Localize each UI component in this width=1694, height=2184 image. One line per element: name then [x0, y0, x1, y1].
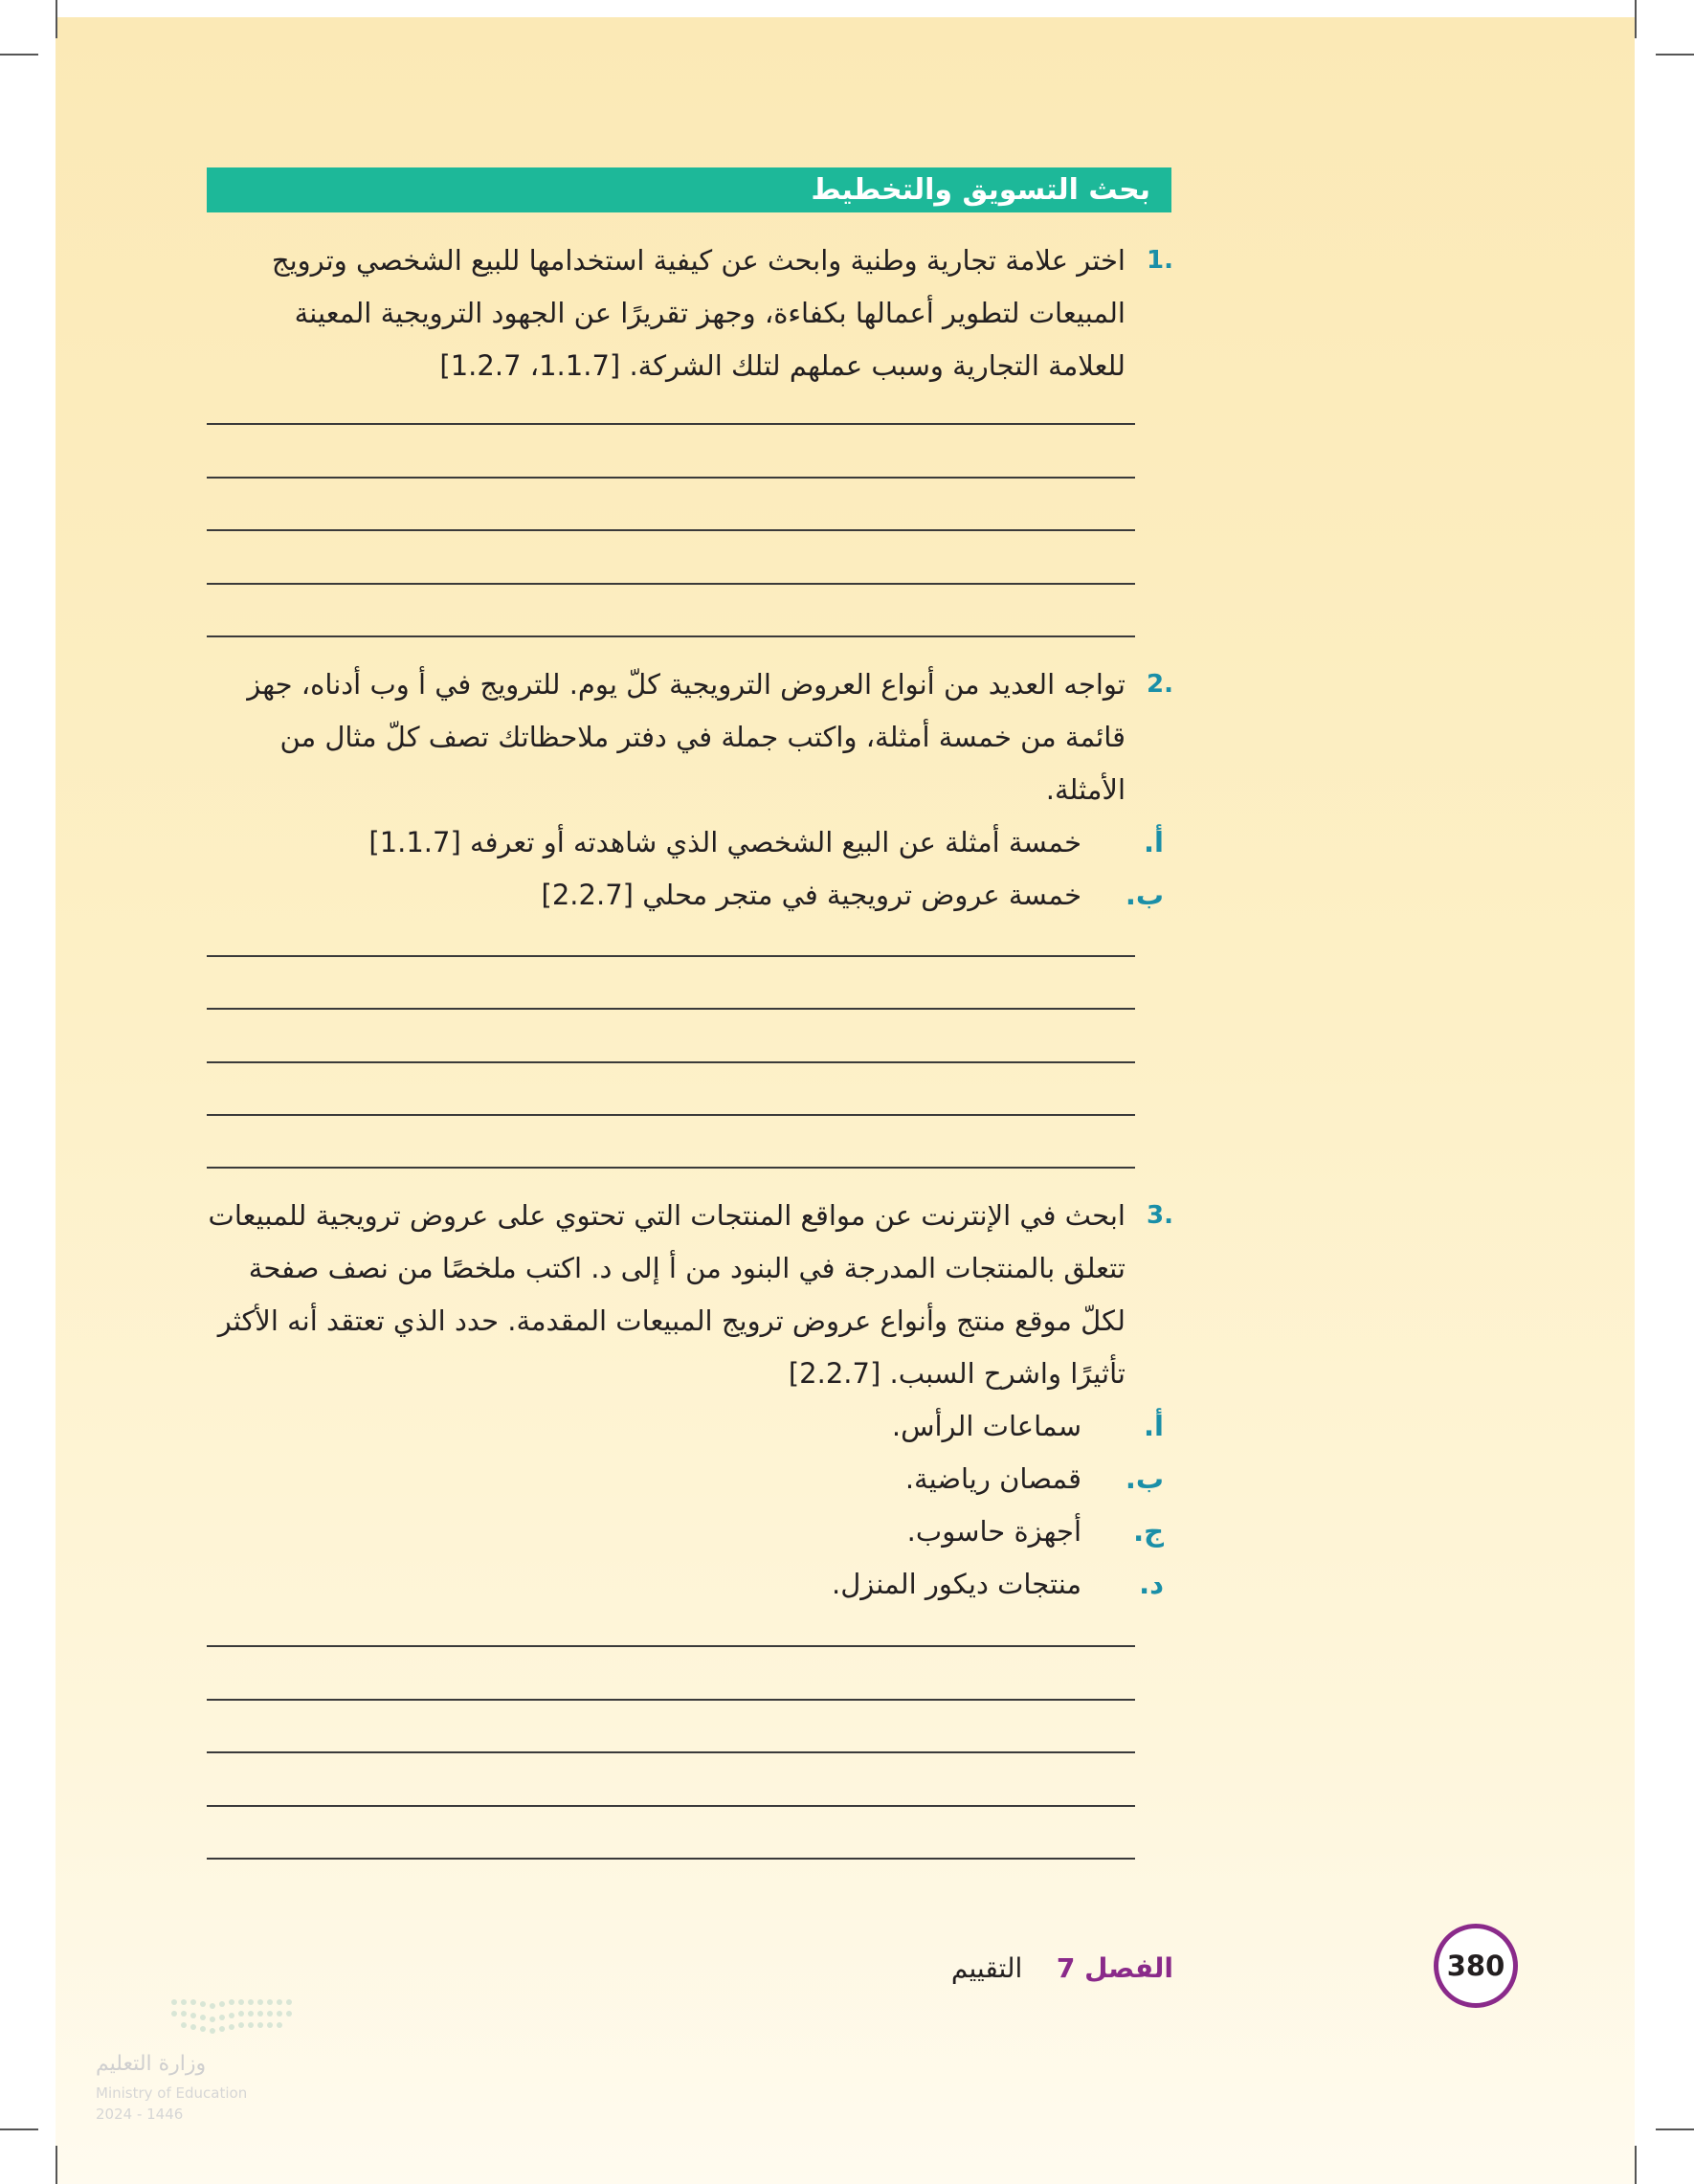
question-3 [207, 1190, 1173, 1611]
answer-line[interactable] [207, 477, 1135, 479]
item-text: منتجات ديكور المنزل. [831, 1568, 1081, 1600]
crop-mark [0, 2128, 38, 2130]
logo-subtitle: Ministry of Education [96, 2084, 248, 2102]
logo-name: وزارة التعليم [96, 2052, 207, 2076]
crop-mark [1635, 0, 1637, 38]
question-2-text [207, 658, 1173, 816]
item-text: خمسة عروض ترويجية في متجر محلي [2.2.7] [541, 879, 1081, 911]
answer-line[interactable] [207, 1061, 1135, 1063]
answer-line[interactable] [207, 1008, 1135, 1010]
text-line: لكلّ موقع منتج وأنواع عروض ترويج المبيعات المقدمة. حدد الذي تعتقد أنه الأكثر [217, 1304, 1126, 1337]
logo-dots-icon [96, 1991, 316, 2048]
item-letter: ب. [1125, 1462, 1164, 1495]
answer-line[interactable] [207, 1751, 1135, 1753]
item-text: خمسة أمثلة عن البيع الشخصي الذي شاهدته أو تعرفه [1.1.7] [368, 826, 1081, 858]
crop-mark [1656, 54, 1694, 56]
text-line: قائمة من خمسة أمثلة، واكتب جملة في دفتر ملاحظاتك تصف كلّ مثال من [279, 721, 1126, 753]
question-number: .3 [1147, 1201, 1173, 1230]
crop-mark [56, 0, 57, 38]
crop-mark [56, 2146, 57, 2184]
text-line: المبيعات لتطوير أعمالها بكفاءة، وجهز تقريرًا عن الجهود الترويجية المعينة [294, 297, 1126, 329]
list-item [207, 1558, 1173, 1611]
list-item [207, 816, 1173, 869]
answer-line[interactable] [207, 955, 1135, 957]
text-line: تتعلق بالمنتجات المدرجة في البنود من أ إلى د. اكتب ملخصًا من نصف صفحة [248, 1252, 1126, 1284]
list-item [207, 869, 1173, 922]
text-line: اختر علامة تجارية وطنية وابحث عن كيفية استخدامها للبيع الشخصي وترويج [271, 244, 1126, 277]
answer-line[interactable] [207, 1167, 1135, 1169]
text-line: تواجه العديد من أنواع العروض الترويجية كلّ يوم. للترويج في أ وب أدناه، جهز [247, 668, 1126, 701]
item-text: قمصان رياضية. [904, 1462, 1081, 1495]
item-letter: د. [1139, 1568, 1164, 1600]
item-letter: ج. [1133, 1515, 1164, 1548]
crop-mark [1635, 2146, 1637, 2184]
answer-line[interactable] [207, 1645, 1135, 1647]
question-2 [207, 658, 1173, 922]
question-1 [207, 234, 1173, 392]
chapter-label: الفصل 7 [1056, 1952, 1173, 1984]
ministry-logo [96, 1991, 316, 2134]
answer-line[interactable] [207, 635, 1135, 637]
text-line: ابحث في الإنترنت عن مواقع المنتجات التي تحتوي على عروض ترويجية للمبيعات [208, 1199, 1126, 1232]
text-line: الأمثلة. [1045, 773, 1126, 806]
logo-year: 2024 - 1446 [96, 2106, 184, 2123]
item-text: أجهزة حاسوب. [906, 1515, 1081, 1548]
question-3-text [207, 1190, 1173, 1400]
answer-line[interactable] [207, 529, 1135, 531]
answer-line[interactable] [207, 1114, 1135, 1116]
item-letter: أ. [1144, 1410, 1164, 1442]
text-line: للعلامة التجارية وسبب عملهم لتلك الشركة. [1.1.7، 1.2.7] [439, 349, 1126, 382]
answer-line[interactable] [207, 1805, 1135, 1807]
list-item [207, 1453, 1173, 1505]
item-letter: ب. [1125, 879, 1164, 911]
text-line: تأثيرًا واشرح السبب. [2.2.7] [788, 1357, 1126, 1390]
answer-line[interactable] [207, 1858, 1135, 1860]
answer-line[interactable] [207, 1699, 1135, 1701]
list-item [207, 1505, 1173, 1558]
question-number: .2 [1147, 670, 1173, 699]
crop-mark [1656, 2128, 1694, 2130]
page-number: 380 [1434, 1924, 1518, 2008]
crop-mark [0, 54, 38, 56]
answer-line[interactable] [207, 423, 1135, 425]
question-1-text [207, 234, 1173, 392]
item-letter: أ. [1144, 826, 1164, 858]
answer-line[interactable] [207, 583, 1135, 585]
list-item [207, 1400, 1173, 1453]
chapter-footer [951, 1952, 1173, 1984]
section-label: التقييم [950, 1952, 1023, 1984]
question-number: .1 [1147, 246, 1173, 275]
item-text: سماعات الرأس. [891, 1410, 1081, 1442]
section-header: بحث التسويق والتخطيط [207, 167, 1171, 212]
